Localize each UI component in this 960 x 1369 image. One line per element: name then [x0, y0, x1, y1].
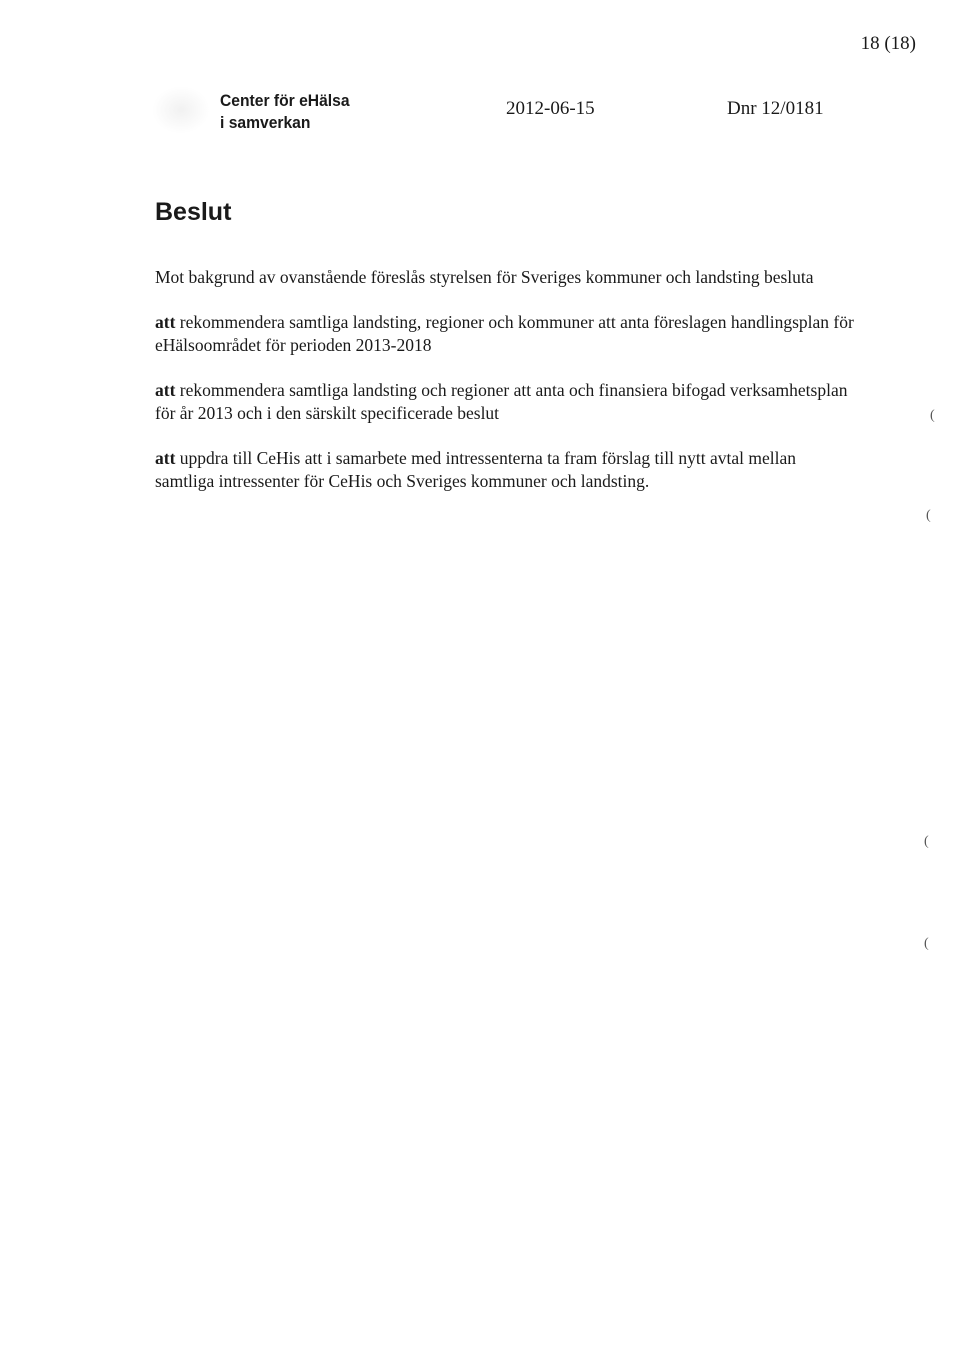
page-title: Beslut: [155, 198, 232, 226]
margin-mark: (: [924, 936, 929, 951]
org-logo: [152, 86, 210, 134]
margin-mark: (: [930, 408, 935, 423]
decision-keyword: att: [155, 311, 176, 332]
document-date: 2012-06-15: [506, 98, 595, 119]
document-body: [155, 266, 855, 515]
margin-mark: (: [926, 508, 931, 523]
decision-text: uppdra till CeHis att i samarbete med intressenterna ta fram förslag till nytt avtal mellan samtliga intressenter för CeHis och Sveriges kommuner och landsting.: [155, 447, 796, 491]
decision-keyword: att: [155, 447, 176, 468]
decision-keyword: att: [155, 379, 176, 400]
page-number: 18 (18): [860, 33, 916, 54]
decision-text: rekommendera samtliga landsting och regioner att anta och finansiera bifogad verksamhetsplan för år 2013 och i den särskilt specificerade beslut: [155, 379, 848, 423]
decision-item: [155, 379, 855, 426]
org-name: [220, 90, 350, 134]
decision-item: [155, 311, 855, 358]
document-reference: Dnr 12/0181: [727, 98, 824, 119]
org-name-line2: i samverkan: [220, 113, 311, 132]
decision-item: [155, 447, 855, 494]
decision-text: rekommendera samtliga landsting, regioner och kommuner att anta föreslagen handlingsplan för eHälsoområdet för perioden 2013-2018: [155, 311, 854, 355]
org-name-line1: Center för eHälsa: [220, 91, 350, 110]
intro-paragraph: Mot bakgrund av ovanstående föreslås styrelsen för Sveriges kommuner och landsting besluta: [155, 267, 814, 287]
margin-mark: (: [924, 834, 929, 849]
